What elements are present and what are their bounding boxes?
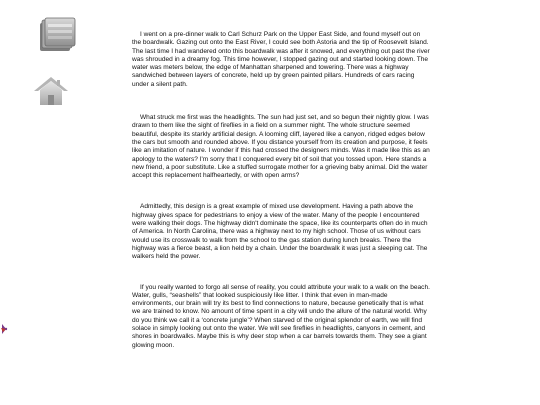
paragraph: What struck me first was the headlights. The sun had just set, and so begun their nightly glow. I was drawn to them like the sight of fireflies in a field on a summer night. The whole structure seemed beautiful, despite its starkly artificial design. A looming cliff, layered like a canyon, ridged edges below the cars but smooth and rounded above. If you distance yourself from its creation and purpose, it feels like an imitation of nature. I wonder if this had crossed the designers minds. Was it made like this as an apology to the waters? I'm sorry that I conquered every bit of soil that you tossed upon. Here stands a new friend, a poor substitute. Like a stuffed surrogate mother for a grieving baby animal. Did the water accept this replacement halfheartedly, or with open arms? [132, 114, 430, 180]
paragraph: Admittedly, this design is a great example of mixed use development. Having a path above the highway gives space for pedestrians to enjoy a view of the water. Many of the people I encountered were walking their dogs. The highway didn't dominate the space, like its counterparts often do in much of America. In North Carolina, there was a highway next to my high school. Those of us without cars would use its crosswalk to walk from the school to the gas station during lunch breaks. There the highway was a fierce beast, a lion held by a chain. Under the boardwalk it was just a sleeping cat. The walkers held the power. [132, 203, 428, 261]
home-icon[interactable] [33, 76, 69, 106]
pinwheel-icon [0, 322, 10, 336]
paragraph: If you really wanted to forgo all sense of reality, you could attribute your walk to a walk on the beach. Water, gulls, “seashells” that looked suspiciously like litter. I think that even in man-made environments, our brain will try its best to find connections to nature, because genetically that is what we are trained to know. No amount of time spent in a city will undo the allure of the natural world. Why do you think we call it a ‘concrete jungle’? When starved of the original splendor of earth, we will find solace in simply looking out onto the water. We will see fireflies in headlights, canyons in cement, and shores in boardwalks. Maybe this is why deer stop when a car barrels towards them. They see a giant glowing moon. [132, 283, 430, 349]
essay-body [132, 31, 430, 375]
folder-stack-icon[interactable] [38, 16, 78, 56]
paragraph: I went on a pre-dinner walk to Carl Schurz Park on the Upper East Side, and found myself out on the boardwalk. Gazing out onto the East River, I could see both Astoria and the tip of Roosevelt Island. The last time I had wandered onto this boardwalk was after it snowed, and everything out past the river was shrouded in a dreamy fog. This time however, I stopped gazing out and started looking down. The water was meters below, the edge of Manhattan sharpened and towering. There was a highway sandwiched between layers of concrete, held up by green painted pillars. Hundreds of cars racing under a silent path. [132, 31, 430, 88]
